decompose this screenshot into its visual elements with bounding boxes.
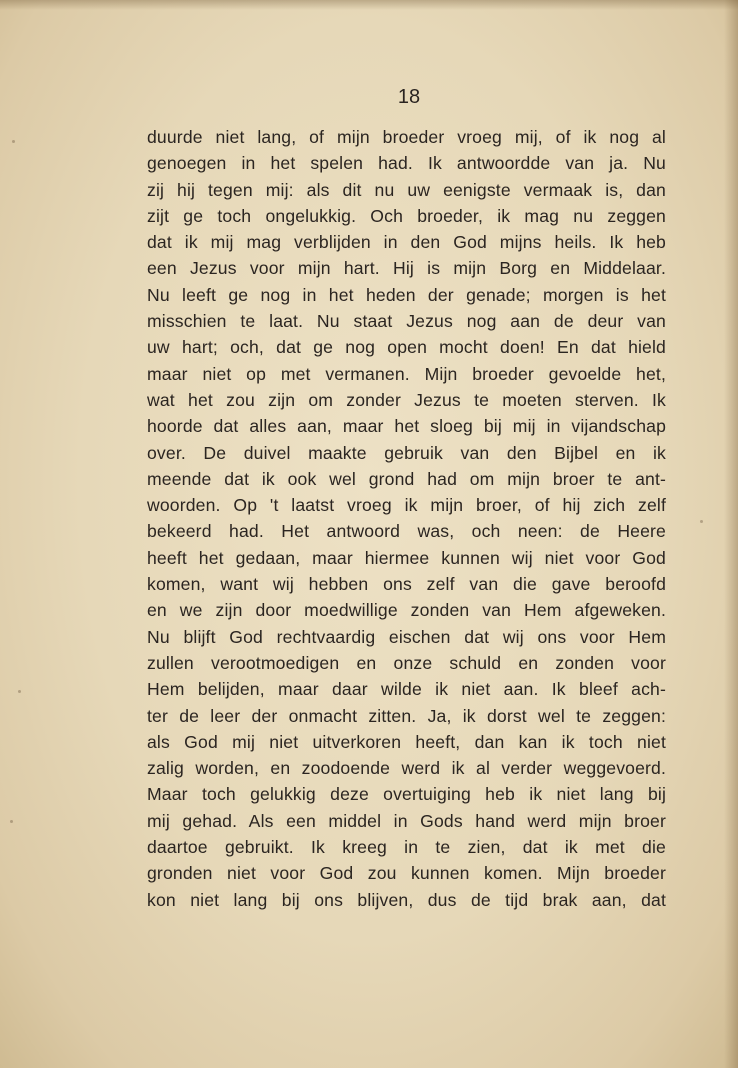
- text-line: mij gehad. Als een middel in Gods hand werd mijn broer: [147, 810, 666, 831]
- text-line: dat ik mij mag verblijden in den God mijns heils. Ik heb: [147, 232, 666, 253]
- paper-speck: [12, 140, 15, 143]
- text-line: zalig worden, en zoodoende werd ik al verder weggevoerd.: [147, 758, 666, 779]
- text-line: zijt ge toch ongelukkig. Och broeder, ik mag nu zeggen: [147, 205, 666, 226]
- text-line: maar niet op met vermanen. Mijn broeder gevoelde het,: [147, 363, 666, 384]
- text-line: zij hij tegen mij: als dit nu uw eenigste vermaak is, dan: [147, 179, 666, 200]
- text-line: woorden. Op 't laatst vroeg ik mijn broer, of hij zich zelf: [147, 495, 666, 516]
- text-line: zullen verootmoedigen en onze schuld en zonden voor: [147, 652, 666, 673]
- paper-speck: [18, 690, 21, 693]
- text-line: een Jezus voor mijn hart. Hij is mijn Borg en Middelaar.: [147, 258, 666, 279]
- text-line: Hem belijden, maar daar wilde ik niet aan. Ik bleef ach-: [147, 679, 666, 700]
- text-line: genoegen in het spelen had. Ik antwoordde van ja. Nu: [147, 153, 666, 174]
- text-line: Maar toch gelukkig deze overtuiging heb ik niet lang bij: [147, 784, 666, 805]
- text-line: en we zijn door moedwillige zonden van Hem afgeweken.: [147, 600, 666, 621]
- text-line: ter de leer der onmacht zitten. Ja, ik dorst wel te zeggen:: [147, 705, 666, 726]
- body-text: [147, 124, 666, 913]
- paper-speck: [10, 820, 13, 823]
- page-top-shadow: [0, 0, 738, 10]
- page-number: 18: [397, 86, 421, 108]
- text-line: hoorde dat alles aan, maar het sloeg bij mij in vijandschap: [147, 416, 666, 437]
- text-line: wat het zou zijn om zonder Jezus te moeten sterven. Ik: [147, 389, 666, 410]
- text-line: bekeerd had. Het antwoord was, och neen: de Heere: [147, 521, 666, 542]
- text-line: komen, want wij hebben ons zelf van die gave beroofd: [147, 574, 666, 595]
- page-edge-shadow: [724, 0, 738, 1068]
- text-line: als God mij niet uitverkoren heeft, dan kan ik toch niet: [147, 731, 666, 752]
- text-line: meende dat ik ook wel grond had om mijn broer te ant-: [147, 468, 666, 489]
- text-line: duurde niet lang, of mijn broeder vroeg mij, of ik nog al: [147, 127, 666, 147]
- text-line: kon niet lang bij ons blijven, dus de tijd brak aan, dat: [147, 889, 666, 910]
- text-line: heeft het gedaan, maar hiermee kunnen wij niet voor God: [147, 547, 666, 568]
- text-line: Nu leeft ge nog in het heden der genade; morgen is het: [147, 284, 666, 305]
- text-line: over. De duivel maakte gebruik van den Bijbel en ik: [147, 442, 666, 463]
- text-line: daartoe gebruikt. Ik kreeg in te zien, dat ik met die: [147, 837, 666, 858]
- text-line: gronden niet voor God zou kunnen komen. Mijn broeder: [147, 863, 666, 884]
- text-line: Nu blijft God rechtvaardig eischen dat wij ons voor Hem: [147, 626, 666, 647]
- text-line: uw hart; och, dat ge nog open mocht doen! En dat hield: [147, 337, 666, 358]
- paper-speck: [700, 520, 703, 523]
- text-line: misschien te laat. Nu staat Jezus nog aan de deur van: [147, 311, 666, 332]
